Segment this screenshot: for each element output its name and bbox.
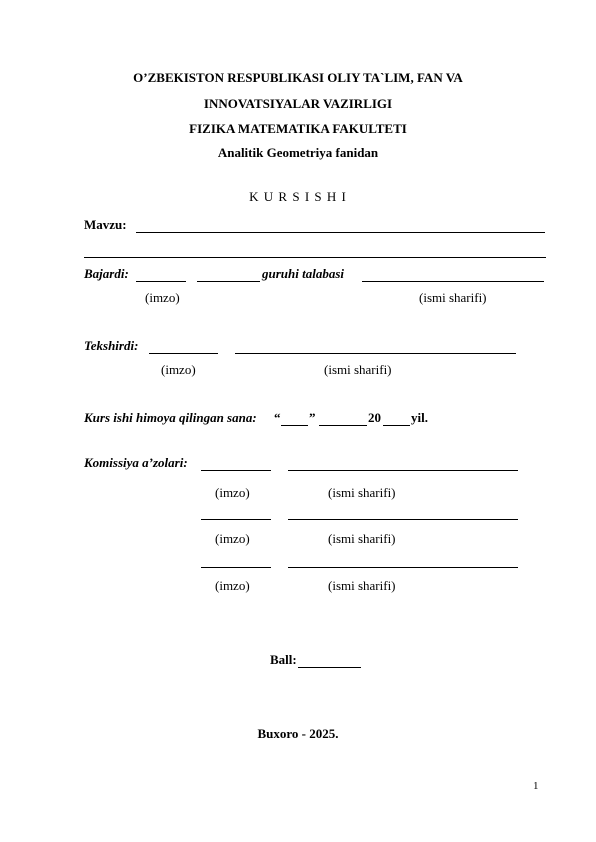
defense-year-prefix: 20 <box>368 410 381 425</box>
grade-label: Ball: <box>270 652 297 667</box>
performer-name-line <box>362 281 544 282</box>
commission-name-line <box>288 519 518 520</box>
faculty-name: FIZIKA MATEMATIKA FAKULTETI <box>189 121 407 136</box>
ministry-line-1: O’ZBEKISTON RESPUBLIKASI OLIY TA`LIM, FAN VA <box>133 70 463 85</box>
checker-signature-line <box>149 353 218 354</box>
commission-signature-line <box>201 470 271 471</box>
checker-label: Tekshirdi: <box>84 338 139 353</box>
defense-date-label: Kurs ishi himoya qilingan sana: <box>84 410 257 425</box>
ministry-line-2: INNOVATSIYALAR VAZIRLIGI <box>203 96 393 111</box>
commission-signature-line <box>201 567 271 568</box>
performer-signature-line <box>136 281 186 282</box>
performer-group-line <box>197 281 260 282</box>
defense-close-quote: ” <box>309 410 316 425</box>
commission-name-caption: (ismi sharifi) <box>328 578 396 593</box>
checker-signature-caption: (imzo) <box>161 362 196 377</box>
defense-month-line <box>319 425 367 426</box>
commission-signature-caption: (imzo) <box>215 578 250 593</box>
commission-signature-line <box>201 519 271 520</box>
grade-line <box>298 667 361 668</box>
topic-line-2 <box>84 257 546 258</box>
defense-open-quote: “ <box>274 410 281 425</box>
commission-name-caption: (ismi sharifi) <box>328 531 396 546</box>
topic-label: Mavzu: <box>84 217 127 232</box>
checker-name-caption: (ismi sharifi) <box>324 362 392 377</box>
performer-group-text: guruhi talabasi <box>262 266 345 281</box>
document-title: K U R S I S H I <box>249 189 347 204</box>
commission-signature-caption: (imzo) <box>215 485 250 500</box>
defense-year-suffix: yil. <box>411 410 428 425</box>
commission-name-line <box>288 470 518 471</box>
defense-year-line <box>383 425 410 426</box>
topic-line-1 <box>136 232 545 233</box>
city-year: Buxoro - 2025. <box>257 726 339 741</box>
commission-label: Komissiya a’zolari: <box>84 455 188 470</box>
commission-name-caption: (ismi sharifi) <box>328 485 396 500</box>
performer-label: Bajardi: <box>84 266 129 281</box>
commission-signature-caption: (imzo) <box>215 531 250 546</box>
checker-name-line <box>235 353 516 354</box>
subject-name: Analitik Geometriya fanidan <box>217 145 379 160</box>
defense-day-line <box>281 425 308 426</box>
performer-name-caption: (ismi sharifi) <box>419 290 487 305</box>
performer-signature-caption: (imzo) <box>145 290 180 305</box>
commission-name-line <box>288 567 518 568</box>
page-number: 1 <box>533 780 539 792</box>
